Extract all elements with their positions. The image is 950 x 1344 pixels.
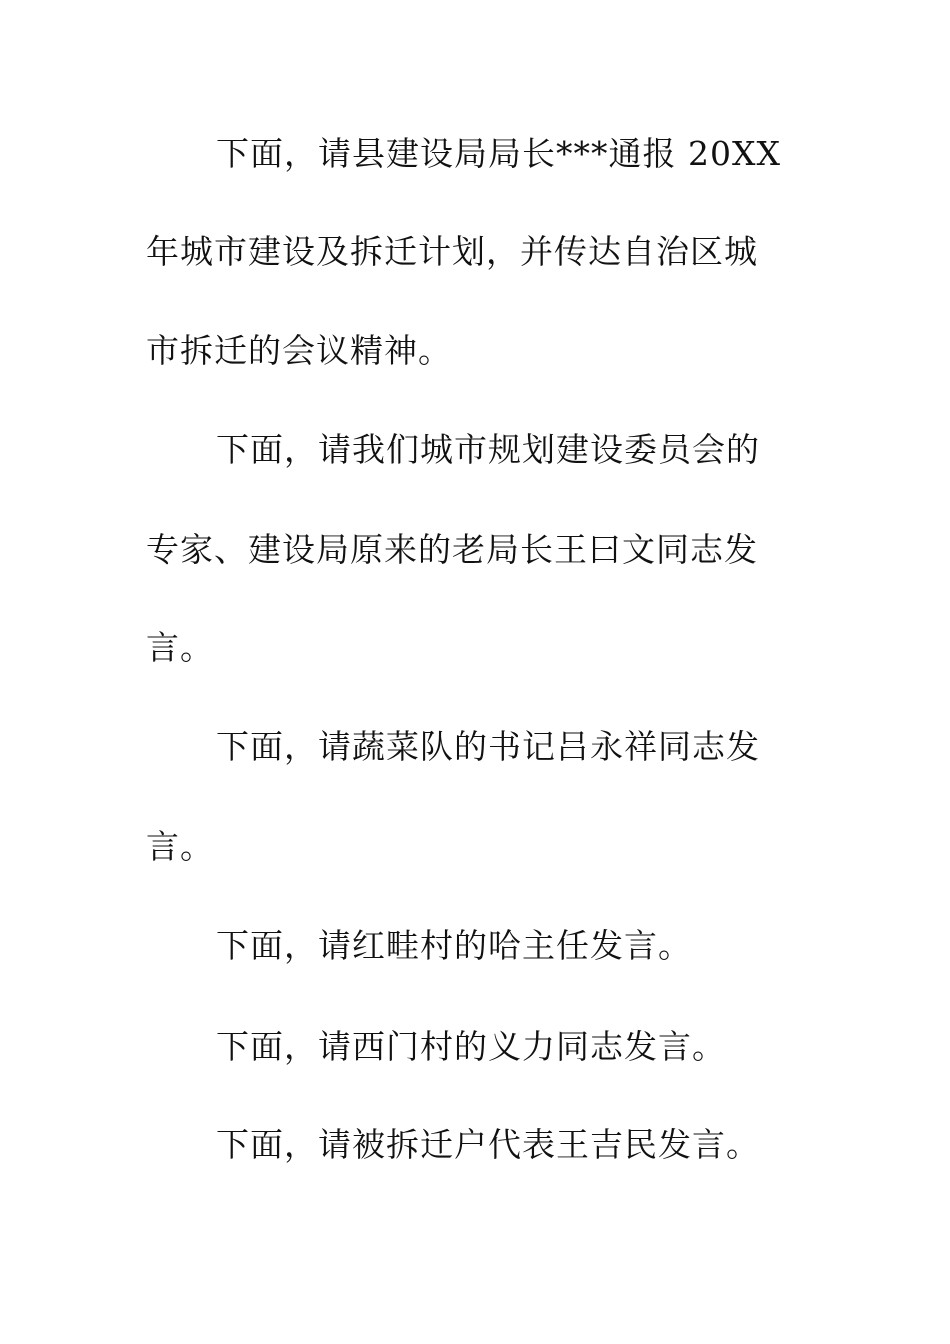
paragraph-5-line-1: 下面，请西门村的义力同志发言。 (216, 1027, 726, 1066)
paragraph-1-line-1: 下面，请县建设局局长***通报 20XX (216, 134, 781, 173)
paragraph-2-line-1: 下面，请我们城市规划建设委员会的 (216, 430, 760, 469)
paragraph-1-line-2: 年城市建设及拆迁计划，并传达自治区城 (146, 232, 758, 271)
paragraph-1-line-3: 市拆迁的会议精神。 (146, 331, 452, 370)
paragraph-3-line-1: 下面，请蔬菜队的书记吕永祥同志发 (216, 727, 760, 766)
paragraph-6-line-1: 下面，请被拆迁户代表王吉民发言。 (216, 1125, 760, 1164)
paragraph-4-line-1: 下面，请红畦村的哈主任发言。 (216, 926, 692, 965)
paragraph-2-line-3: 言。 (146, 628, 214, 667)
paragraph-2-line-2: 专家、建设局原来的老局长王曰文同志发 (146, 530, 758, 569)
paragraph-3-line-2: 言。 (146, 827, 214, 866)
